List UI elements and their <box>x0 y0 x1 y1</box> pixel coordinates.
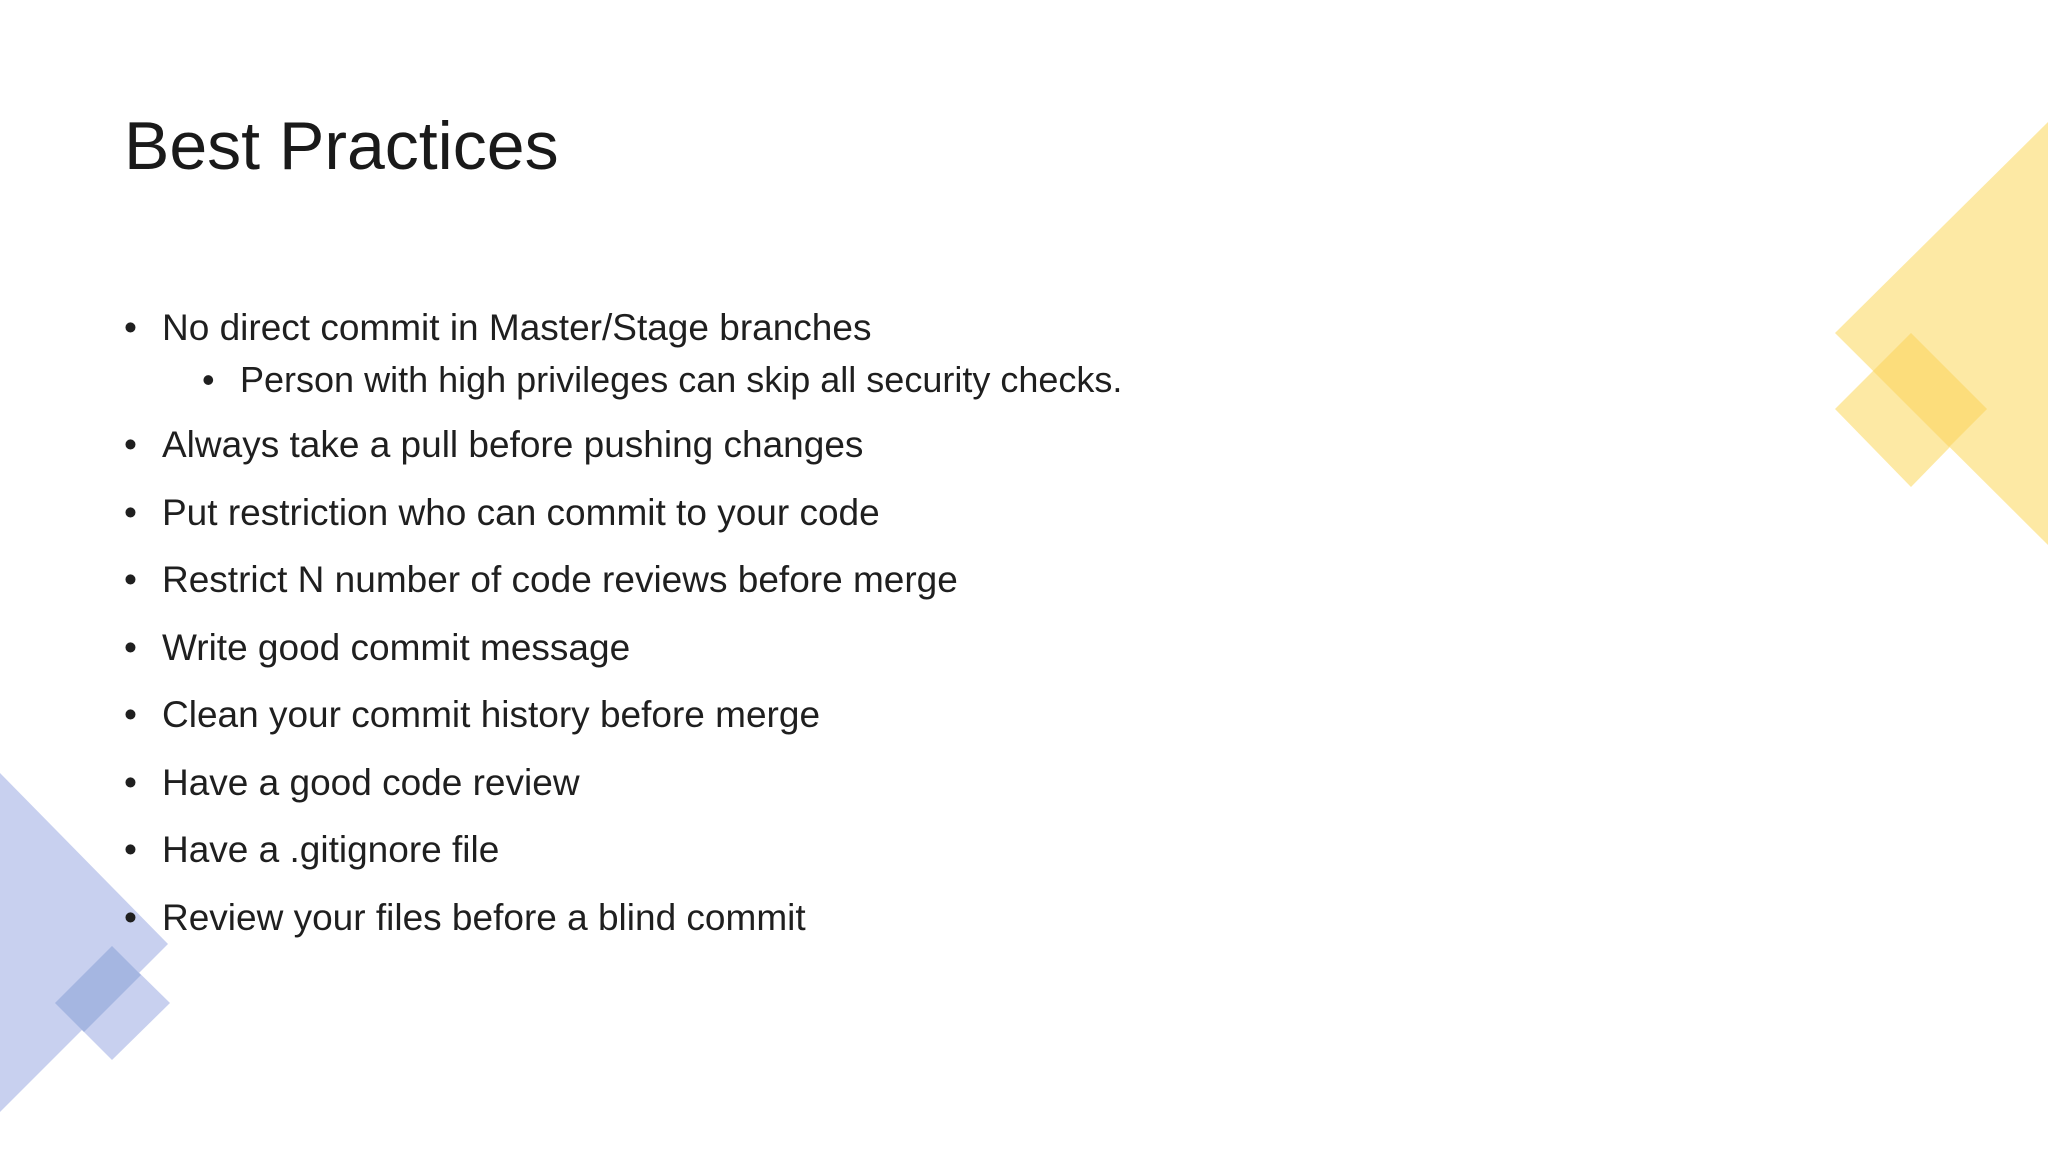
sub-bullet-item: • Person with high privileges can skip all security checks. <box>202 354 1122 406</box>
bullet-item: • Write good commit message <box>124 620 1122 676</box>
yellow-diamond-large <box>1835 122 2048 545</box>
bullet-item: • Clean your commit history before merge <box>124 687 1122 743</box>
bullet-item: • No direct commit in Master/Stage branches <box>124 300 1122 356</box>
bullet-item: • Restrict N number of code reviews before merge <box>124 552 1122 608</box>
bullet-item: • Have a .gitignore file <box>124 822 1122 878</box>
bullet-item: • Always take a pull before pushing changes <box>124 417 1122 473</box>
bullet-item: • Review your files before a blind commit <box>124 890 1122 946</box>
bullet-item: • Have a good code review <box>124 755 1122 811</box>
bullet-item: • Put restriction who can commit to your code <box>124 485 1122 541</box>
slide-title: Best Practices <box>124 108 559 184</box>
bullet-list <box>124 300 1122 957</box>
